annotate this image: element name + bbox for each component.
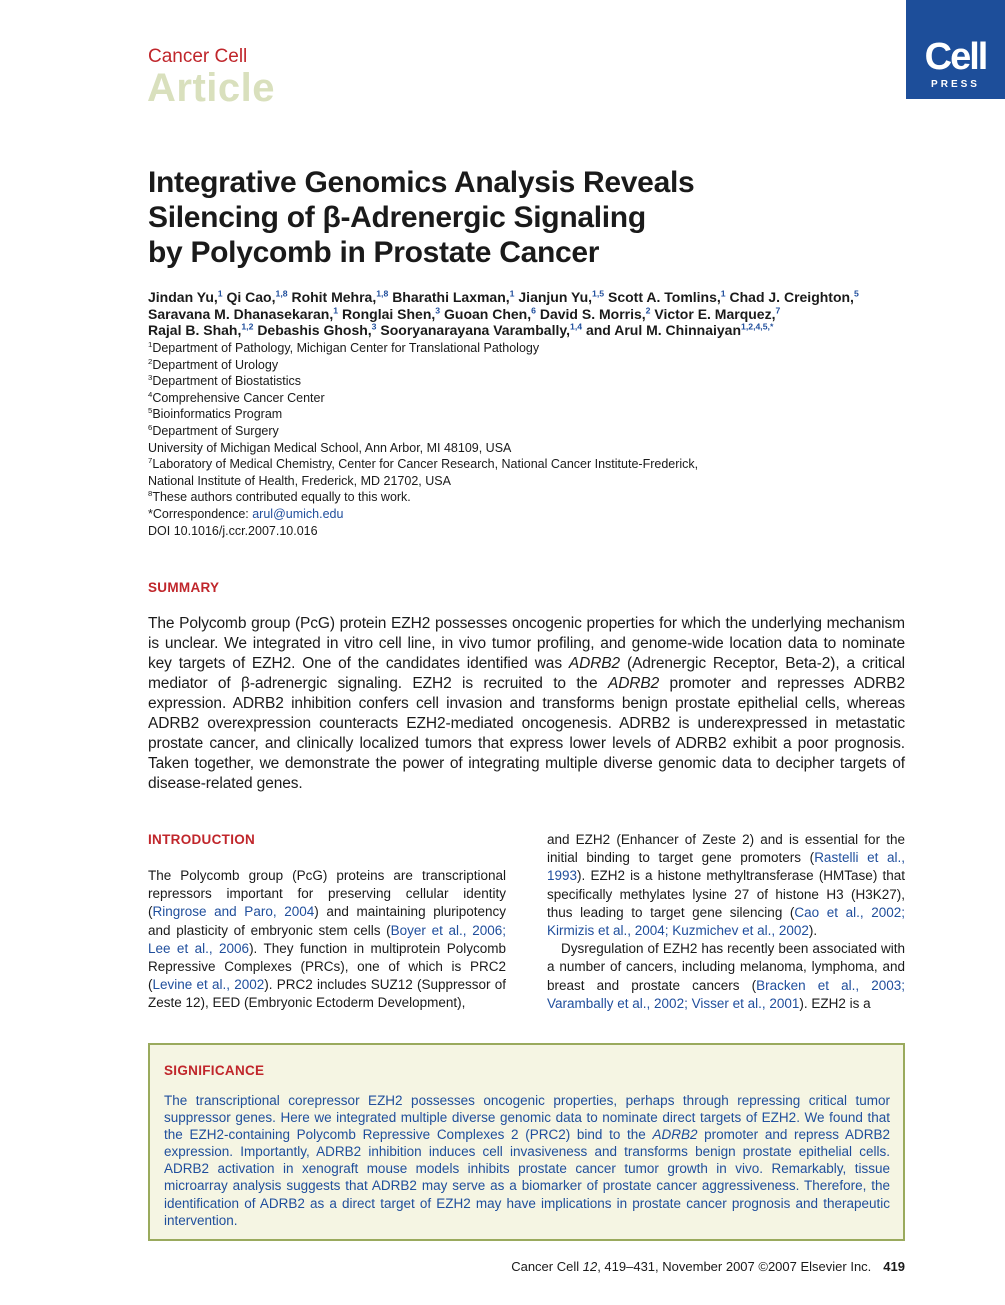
title-line-1: Integrative Genomics Analysis Reveals [148,166,695,199]
citation-link[interactable]: Levine et al., 2002 [152,977,265,993]
affiliation-6: $^6$Department of Surgery [148,422,279,438]
summary-heading: SUMMARY [148,580,220,595]
citation-link[interactable]: Rastelli et al., 1993 [547,850,905,884]
significance-text: The transcriptional corepressor EZH2 possesses oncogenic properties, perhaps through repressing critical tumor suppressor genes. Here we integrated multiple diverse genomic data to nominate direct targets of EZH2. We found that the EZH2-containing Polycomb Repressive Complexes 2 (PRC2) bind to the ADRB2 promoter and repress ADRB2 expression. Importantly, ADRB2 inhibition induces cell invasiveness and transforms benign prostate epithelial cells. ADRB2 activation in xenograft mouse models inhibits prostate cancer tumor growth in vivo. Remarkably, tissue microarray analysis suggests that ADRB2 may serve as a biomarker of prostate cancer aggressiveness. Therefore, the identification of ADRB2 as a direct target of EZH2 may have implications in prostate cancer prognosis and therapeutic intervention. [164,1093,890,1228]
author: and Arul M. Chinnaiyan$^{1,2,4,5,*}$ [585,321,774,338]
citation-link[interactable]: Cao et al., 2002; Kirmizis et al., 2004; Kuzmichev et al., 2002 [547,904,905,939]
affiliation-3: $^3$Department of Biostatistics [148,373,301,389]
author: Guoan Chen,$^6$ [444,304,536,322]
author: Saravana M. Dhanasekaran,$^1$ [148,304,339,322]
citation-link[interactable]: Bracken et al., 2003; Varambally et al., 2002; Visser et al., 2001 [547,977,906,1011]
introduction-right-column [547,831,905,1013]
introduction-left-column: The Polycomb group (PcG) proteins are transcriptional repressors important for preserving cellular identity (Ringrose and Paro, 2004) and maintaining pluripotency and plasticity of embryonic stem cells (Boyer et al., 2006; Lee et al., 2006). They function in multiprotein Polycomb Repressive Complexes (PRCs), one of which is PRC2 (Levine et al., 2002). PRC2 includes SUZ12 (Suppressor of Zeste 12), EED (Embryonic Ectoderm Development), [148,868,506,1011]
paragraph: Dysregulation of EZH2 has recently been associated with a number of cancers, including melanoma, lymphoma, and breast and prostate cancers (Bracken et al., 2003; Varambally et al., 2002; Visser et al., 2001). EZH2 is a [547,941,906,1011]
cell-press-logo[interactable] [906,0,1005,99]
author-list [148,289,918,339]
author: Jindan Yu,$^1$ [148,288,223,305]
logo-sub-text: PRESS [931,79,980,90]
affiliation-2: $^2$Department of Urology [148,356,279,372]
author: Scott A. Tomlins,$^1$ [608,288,726,305]
doi: DOI 10.1016/j.ccr.2007.10.016 [148,523,318,538]
gene-adrb2: ADRB2 [652,1127,698,1143]
author: Jianjun Yu,$^{1,5}$ [518,288,605,305]
introduction-heading: INTRODUCTION [148,832,256,847]
title-line-2: Silencing of β-Adrenergic Signaling [148,201,646,234]
paragraph: and EZH2 (Enhancer of Zeste 2) and is essential for the initial binding to target gene promoters (Rastelli et al., 1993). EZH2 is a histone methyltransferase (HMTase) that specifically methylates lysine 27 of histone H3 (H3K27), thus leading to target gene silencing (Cao et al., 2002; Kirmizis et al., 2004; Kuzmichev et al., 2002). [547,832,905,939]
gene-adrb2: ADRB2 [607,675,660,692]
article-type: Article [147,66,275,110]
author: Victor E. Marquez,$^7$ [654,304,781,322]
citation-link[interactable]: Boyer et al., 2006; Lee et al., 2006 [148,922,506,956]
journal-name: Cancer Cell [148,46,248,67]
significance-box [148,1043,905,1241]
summary-text: The Polycomb group (PcG) protein EZH2 possesses oncogenic properties for which the underlying mechanism is unclear. We integrated in vitro cell line, in vivo tumor profiling, and genome-wide location data to nominate key targets of EZH2. One of the candidates identified was ADRB2 (Adrenergic Receptor, Beta-2), a critical mediator of β-adrenergic signaling. EZH2 is recruited to the ADRB2 promoter and represses ADRB2 expression. ADRB2 inhibition confers cell invasion and transforms benign prostate epithelial cells, whereas ADRB2 overexpression counteracts EZH2-mediated oncogenesis. ADRB2 is underexpressed in metastatic prostate cancer, and clinically localized tumors that express lower levels of ADRB2 exhibit a poor prognosis. Taken together, we demonstrate the power of integrating multiple diverse genomic data to decipher targets of disease-related genes. [148,615,905,792]
citation-link[interactable]: Ringrose and Paro, 2004 [152,904,315,920]
author: Ronglai Shen,$^3$ [341,304,441,322]
university-address: University of Michigan Medical School, Ann Arbor, MI 48109, USA [148,440,512,455]
author: Debashis Ghosh,$^3$ [257,321,377,338]
affiliation-7-address: National Institute of Health, Frederick, MD 21702, USA [148,473,451,488]
author: Rohit Mehra,$^{1,8}$ [291,288,389,305]
correspondence-email-link[interactable]: arul@umich.edu [252,506,344,521]
equal-contribution-note: $^8$These authors contributed equally to this work. [148,489,411,505]
correspondence: *Correspondence: arul@umich.edu [148,506,344,521]
affiliation-1: $^1$Department of Pathology, Michigan Center for Translational Pathology [148,339,540,355]
page-number: 419 [883,1259,905,1274]
title-line-3: by Polycomb in Prostate Cancer [148,236,600,269]
affiliation-5: $^5$Bioinformatics Program [148,406,283,422]
affiliation-7: $^7$Laboratory of Medical Chemistry, Center for Cancer Research, National Cancer Institute-Frederick, [148,456,699,472]
gene-adrb2: ADRB2 [568,655,621,672]
author: David S. Morris,$^2$ [539,304,651,322]
author: Rajal B. Shah,$^{1,2}$ [148,321,254,338]
affiliation-4: $^4$Comprehensive Cancer Center [148,389,325,405]
author: Chad J. Creighton,$^5$ [729,288,859,305]
author: Sooryanarayana Varambally,$^{1,4}$ [380,321,583,338]
page-footer: Cancer Cell 12, 419–431, November 2007 ©2007 Elsevier Inc. 419 [511,1259,905,1274]
affiliations [148,340,918,539]
volume: 12 [582,1259,598,1274]
author: Qi Cao,$^{1,8}$ [226,288,288,305]
logo-main-text: Cell [924,36,987,78]
significance-heading: SIGNIFICANCE [164,1063,265,1078]
author: Bharathi Laxman,$^1$ [392,288,515,305]
paper-title [148,165,908,270]
